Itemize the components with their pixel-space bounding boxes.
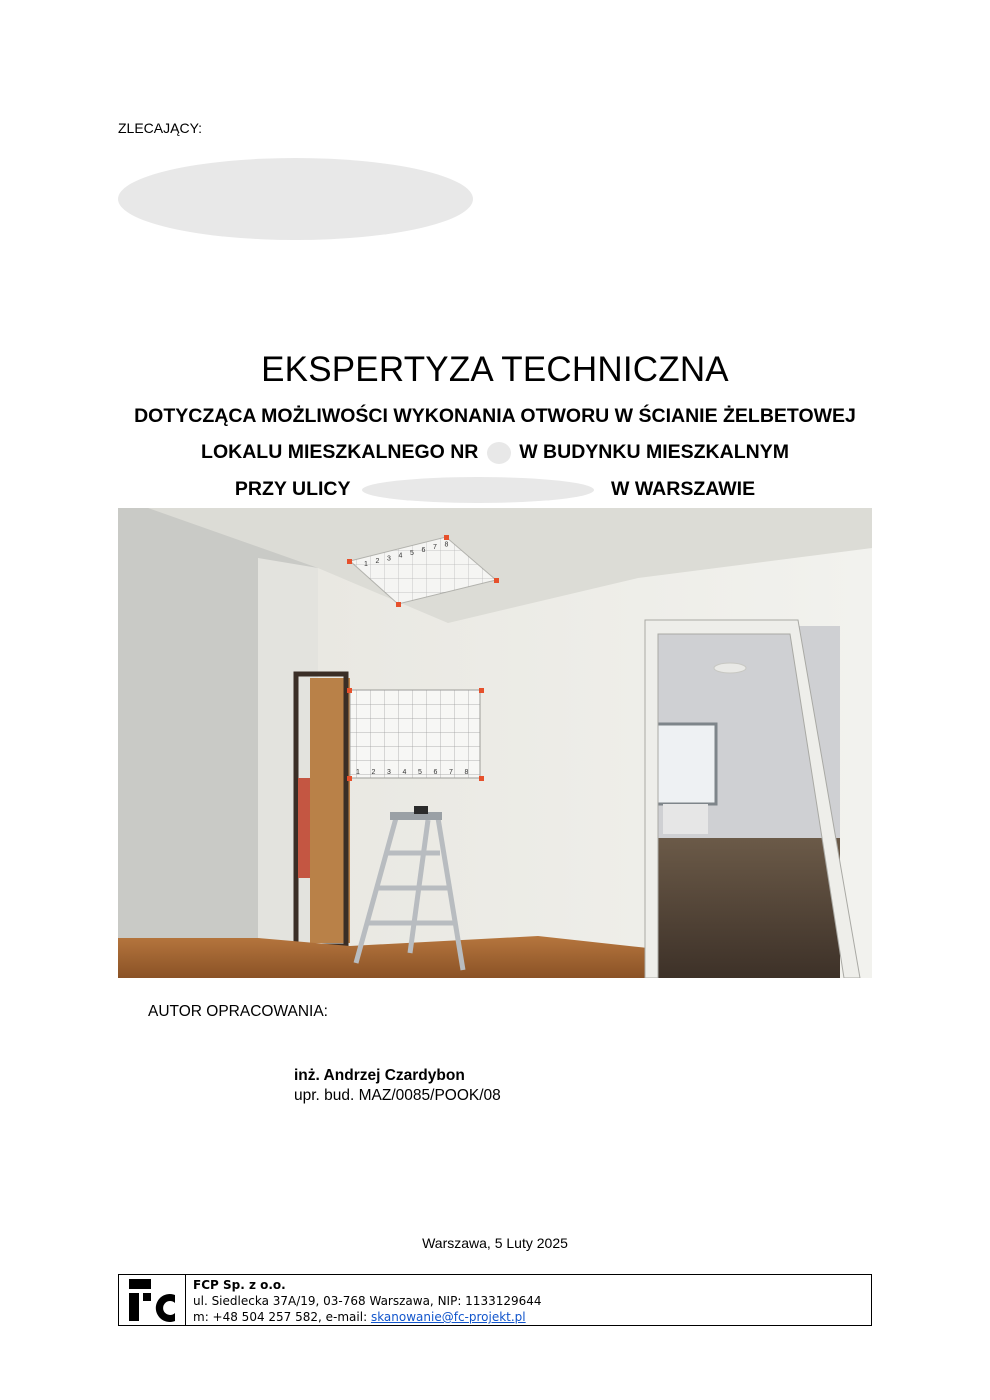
ceiling-grid-number: 2	[375, 558, 380, 566]
place-and-date: Warszawa, 5 Luty 2025	[422, 1235, 568, 1251]
document-title: EKSPERTYZA TECHNICZNA	[261, 350, 729, 389]
wall-grid-number: 8	[464, 769, 469, 776]
ceiling-grid-number: 6	[421, 547, 426, 554]
ceiling-grid-number: 3	[387, 555, 391, 563]
wall-grid-number: 4	[402, 769, 407, 776]
engineer-name: inż. Andrzej Czardybon	[294, 1067, 465, 1084]
redacted-unit-number	[487, 442, 511, 464]
ceiling-grid-number: 4	[398, 552, 403, 560]
subtitle-line-3-start: PRZY ULICY	[234, 478, 351, 501]
redacted-street-name	[362, 477, 594, 503]
company-logo	[119, 1275, 186, 1325]
subtitle-line-2-end: W BUDYNKU MIESZKALNYM	[519, 441, 789, 463]
ceiling-grid-number: 1	[364, 561, 368, 568]
room-window	[656, 724, 716, 804]
wall-grid-number: 2	[371, 769, 376, 776]
subtitle-line-3	[0, 477, 990, 503]
company-phone: m: +48 504 257 582, e-mail:	[193, 1310, 371, 1324]
ceiling-grid-number: 5	[410, 549, 414, 557]
email-link[interactable]: skanowanie@fc-projekt.pl	[370, 1310, 526, 1324]
company-address: ul. Siedlecka 37A/19, 03-768 Warszawa, NIP: 1133129644	[193, 1294, 542, 1308]
wall-grid-number: 1	[356, 769, 360, 776]
wall-pillar	[258, 558, 318, 948]
wall-grid-number: 5	[418, 769, 422, 776]
author-label: AUTOR OPRACOWANIA:	[148, 1003, 328, 1020]
wall-grid-number: 3	[387, 769, 391, 776]
company-name: FCP Sp. z o.o.	[193, 1278, 286, 1292]
client-label: ZLECAJĄCY:	[118, 120, 203, 136]
subtitle-line-3-end: W WARSZAWIE	[611, 478, 756, 501]
ceiling-grid-number: 7	[433, 544, 437, 552]
wall-grid-number: 7	[449, 769, 453, 776]
redacted-client-name	[118, 158, 473, 240]
subtitle-line-2-start: LOKALU MIESZKALNEGO NR	[201, 441, 479, 463]
company-footer	[118, 1274, 872, 1326]
footer-text	[193, 1277, 542, 1325]
company-contact	[193, 1309, 542, 1325]
subtitle-line-2	[0, 441, 990, 464]
room-photo	[118, 508, 872, 978]
ceiling-grid-number: 8	[444, 541, 449, 549]
engineer-permit: upr. bud. MAZ/0085/POOK/08	[294, 1087, 501, 1104]
wall-grid-number: 6	[433, 769, 438, 776]
subtitle-line-1: DOTYCZĄCA MOŻLIWOŚCI WYKONANIA OTWORU W ŚCIANIE ŻELBETOWEJ	[134, 405, 856, 427]
